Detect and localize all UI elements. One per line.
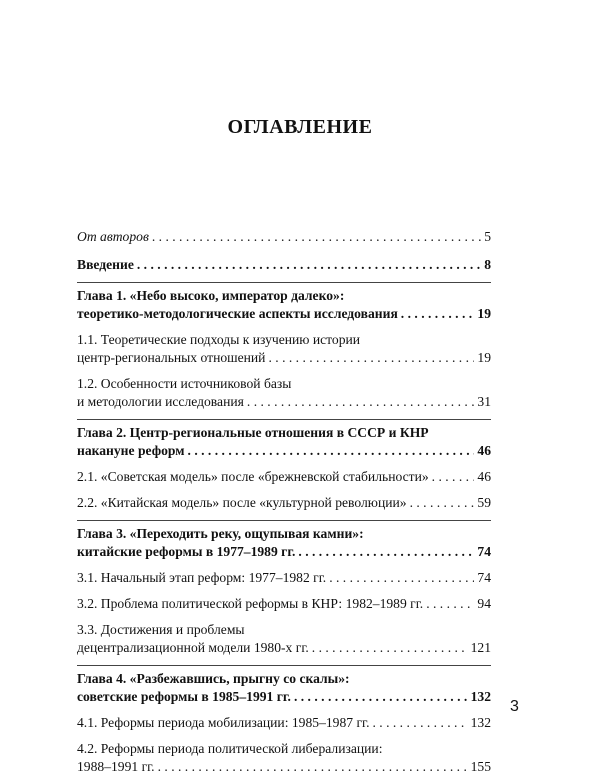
section-title: 3.2. Проблема политической реформы в КНР: 1982–1989 гг. [77,596,424,611]
toc-section-4-1[interactable] [77,714,491,732]
dot-leader [372,714,467,732]
toc-page-number: 46 [477,443,491,458]
toc-page-number: 155 [470,759,491,774]
section-title-line: 1.2. Особенности источниковой базы [77,376,292,391]
toc-section-3-2[interactable] [77,595,491,613]
section-title-line: 4.2. Реформы периода политической либерализации: [77,741,383,756]
dot-leader [268,349,474,367]
dot-leader [188,442,475,460]
chapter-title-line: накануне реформ [77,443,185,458]
toc-page-number: 74 [477,570,491,585]
toc-section-2-2[interactable] [77,494,491,512]
toc-section-1-2[interactable] [77,375,491,411]
toc-page-number: 46 [477,469,491,484]
dot-leader [312,639,468,657]
toc-page-number: 5 [484,229,491,244]
toc-page-number: 94 [477,596,491,611]
chapter-title-line: китайские реформы в 1977–1989 гг. [77,544,296,559]
toc-chapter-4[interactable] [77,670,491,706]
section-title: 3.1. Начальный этап реформ: 1977–1982 гг. [77,570,327,585]
chapter-title-line: Глава 3. «Переходить реку, ощупывая камни»: [77,526,364,541]
section-title: 4.1. Реформы периода мобилизации: 1985–1987 гг. [77,715,370,730]
dot-leader [247,393,475,411]
section-title-line: и методологии исследования [77,394,244,409]
section-title-line: 1988–1991 гг. [77,759,155,774]
toc-section-4-2[interactable] [77,740,491,776]
toc-section-3-1[interactable] [77,569,491,587]
toc-section-3-3[interactable] [77,621,491,657]
toc-chapter-3[interactable] [77,525,491,561]
toc-page-number: 74 [477,544,491,559]
toc-entry-title: Введение [77,257,134,272]
divider [77,419,491,420]
chapter-title-line: теоретико-методологические аспекты исследования [77,306,398,321]
page-number: 3 [510,698,519,715]
toc-page-number: 132 [470,689,491,704]
toc-chapter-1[interactable] [77,287,491,323]
toc-page-number: 8 [484,257,491,272]
toc-section-1-1[interactable] [77,331,491,367]
toc-page-number: 31 [477,394,491,409]
chapter-title-line: советские реформы в 1985–1991 гг. [77,689,291,704]
section-title: 2.1. «Советская модель» после «брежневской стабильности» [77,469,429,484]
section-title-line: 1.1. Теоретические подходы к изучению истории [77,332,361,347]
section-title-line: центр-региональных отношений [77,350,266,365]
toc-entry-authors[interactable] [77,228,491,246]
toc-page-number: 59 [477,495,491,510]
toc-page-number: 19 [477,306,491,321]
dot-leader [432,468,475,486]
dot-leader [329,569,474,587]
dot-leader [294,688,468,706]
dot-leader [152,228,481,246]
dot-leader [401,305,475,323]
dot-leader [298,543,474,561]
chapter-title-line: Глава 2. Центр-региональные отношения в СССР и КНР [77,425,429,440]
divider [77,665,491,666]
toc-page-number: 121 [470,640,491,655]
chapter-title-line: Глава 1. «Небо высоко, император далеко»: [77,288,345,303]
toc-section-2-1[interactable] [77,468,491,486]
toc-page-number: 132 [470,715,491,730]
divider [77,520,491,521]
chapter-title-line: Глава 4. «Разбежавшись, прыгну со скалы»: [77,671,350,686]
dot-leader [137,256,481,274]
page-title: ОГЛАВЛЕНИЕ [227,116,373,138]
table-of-contents [77,228,491,776]
toc-chapter-2[interactable] [77,424,491,460]
dot-leader [158,758,468,776]
toc-entry-title: От авторов [77,229,149,244]
dot-leader [426,595,474,613]
toc-page-number: 19 [477,350,491,365]
divider [77,282,491,283]
section-title-line: 3.3. Достижения и проблемы [77,622,245,637]
dot-leader [410,494,475,512]
section-title: 2.2. «Китайская модель» после «культурной революции» [77,495,407,510]
section-title-line: децентрализационной модели 1980-х гг. [77,640,309,655]
toc-entry-intro[interactable] [77,256,491,274]
